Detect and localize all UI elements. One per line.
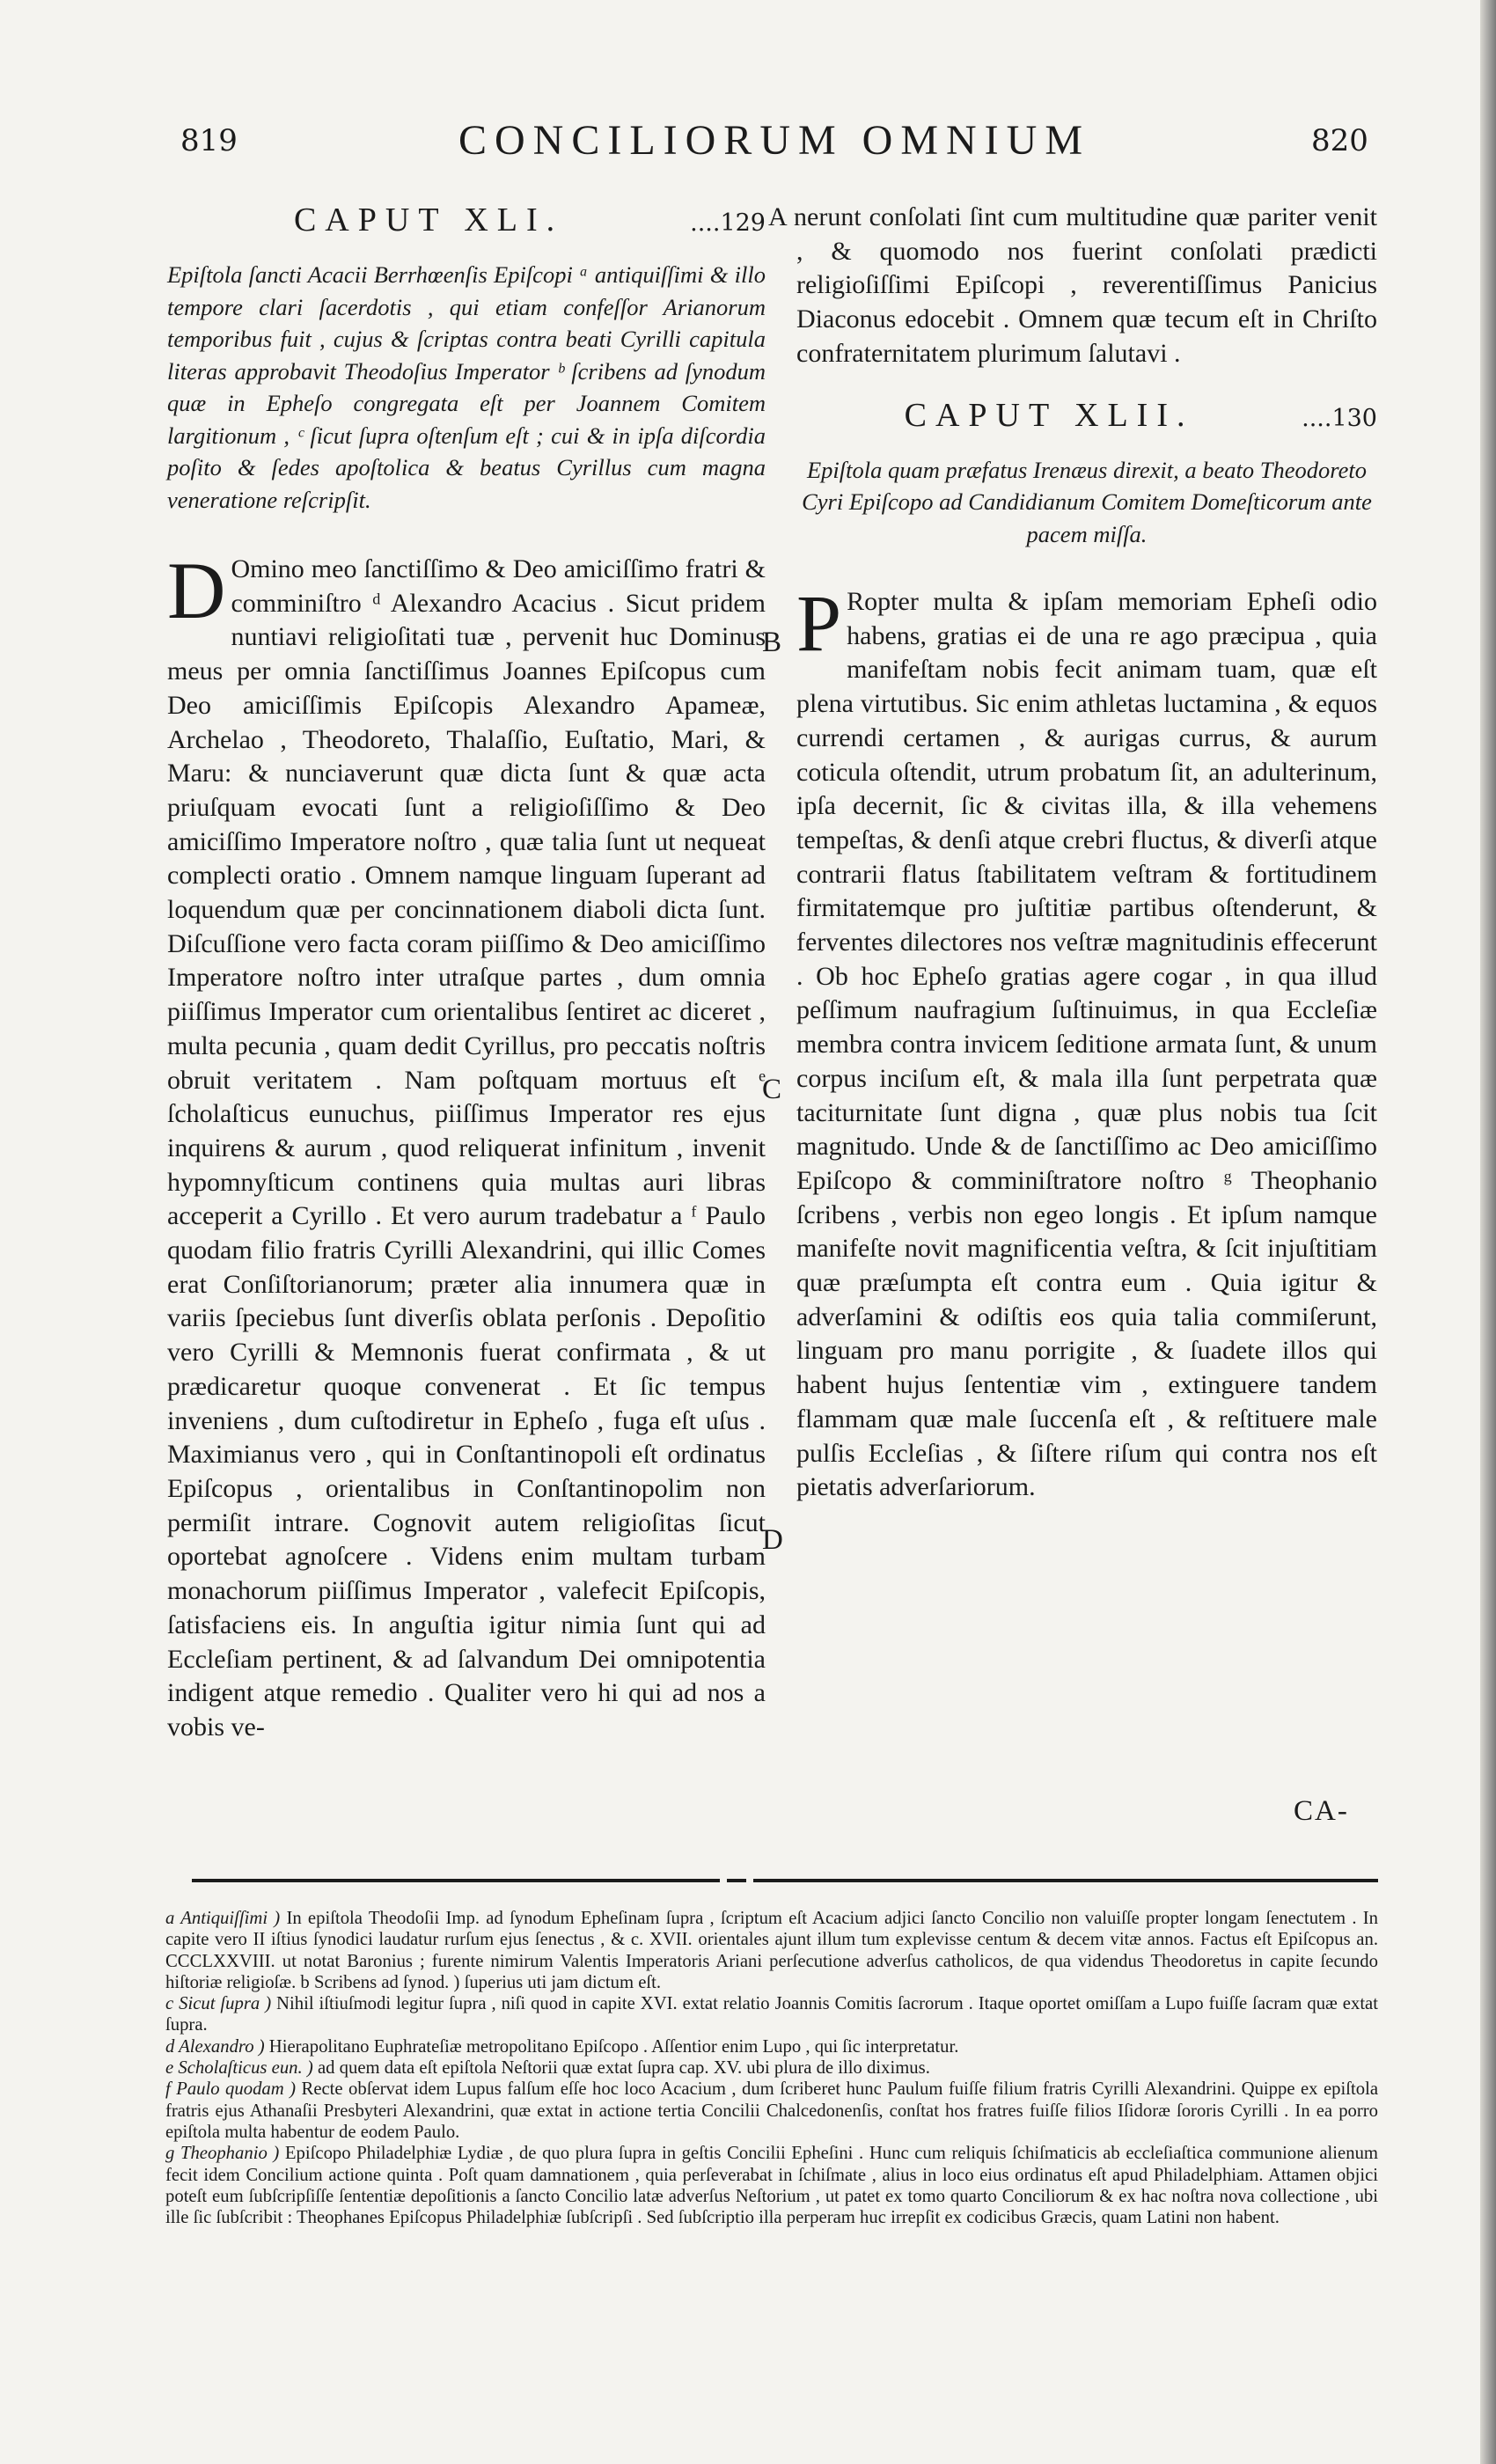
footnote-text: Recte obſervat idem Lupus falſum eſſe hoc loco Acacium , dum ſcriberet hunc Paulum fuiſſe filium fratris Cyrilli Alexandrini. Quippe ex epiſtola fratris ejus Athanaſii Presbyteri Alexandrini, quæ extat in actione tertia Concilii Chalcedonenſis, conſtat hos fratres fuiſſe filios Iſidoræ ſororis Cyrilli . In ea porro epiſtola multa habentur de eodem Paulo.	[165, 2079, 1378, 2142]
footnotes	[165, 1908, 1378, 2228]
drop-cap: D	[167, 546, 226, 635]
footnote-rule	[192, 1879, 720, 1882]
footnote-label: a Antiquiſſimi )	[165, 1909, 281, 1928]
footnote-e	[165, 2057, 1378, 2079]
footnote-a	[165, 1908, 1378, 1993]
footnote-label: d Alexandro )	[165, 2036, 265, 2057]
continuation-body: nerunt conſolati ſint cum multitudine quæ pariter venit , & quomodo nos fuerint conſolati prædicti religioſiſſimi Epiſcopi , reverentiſſimus Panicius Diaconus edocebit . Omnem quæ tecum eſt in Chriſto confraternitatem plurimum ſalutavi .	[794, 202, 1377, 368]
footnote-c	[165, 1993, 1378, 2036]
page-number-right: 820	[1311, 123, 1368, 158]
footnote-label: e Scholaſticus eun. )	[165, 2058, 313, 2079]
margin-marker-c: C	[762, 1074, 782, 1105]
chapter-title: CAPUT XLII.	[904, 396, 1194, 434]
chapter-argument: Epiſtola ſancti Acacii Berrhœenſis Epiſcopi ᵃ antiquiſſimi & illo tempore clari ſacerdotis , qui etiam confeſſor Arianorum temporibus fuit , cujus & ſcriptas contra beati Cyrilli capitula literas approbavit Theodoſius Imperator ᵇ ſcribens ad ſynodum quæ in Epheſo congregata eſt per Joannem Comitem largitionum , ᶜ ſicut ſupra oſtenſum eſt ; cui & in ipſa diſcordia poſito & ſedes apoſtolica & beatus Cyrillus cum magna veneratione reſcripſit.	[167, 261, 766, 513]
footnote-text: Epiſcopo Philadelphiæ Lydiæ , de quo plura ſupra in geſtis Concilii Epheſini . Hunc cum reliquis ſchiſmaticis ab eccleſiaſtica communione alienum fecit idem Concilium actione quinta . Poſt quam damnationem , quia perſeverabat in ſchiſmate , alius in loco eius ordinatus eſt apud Philadelphiam. Attamen objici poteſt eum ſubſcripſiſſe ſententiæ depoſitionis a ſancto Concilio latæ adverſus Neſtorium , ut patet ex tomo quarto Conciliorum & ex hac noſtra nova collectione , ubi ille ſic ſubſcribit : Theophanes Epiſcopus Philadelphiæ ſubſcripſi . Sed ſubſcriptio illa perperam huc irrepſit ex codicibus Græcis, quam Latini non habent.	[165, 2144, 1379, 2228]
running-title: CONCILIORUM OMNIUM	[458, 117, 1090, 164]
footnote-f	[165, 2079, 1378, 2143]
continuation-text	[768, 201, 1377, 371]
footnote-rule	[727, 1879, 746, 1882]
page-spine-shadow	[1480, 0, 1496, 2464]
footnote-d	[165, 2036, 1378, 2057]
letter-body: Omino meo ſanctiſſimo & Deo amiciſſimo fratri & comminiſtro ᵈ Alexandro Acacius . Sicut pridem nuntiavi religioſitati tuæ , pervenit huc Dominus meus per omnia ſanctiſſimus Joannes Epiſcopus cum Deo amiciſſimis Epiſcopis Alexandro Apameæ, Archelao , Theodoreto, Thalaſſio, Euſtatio, Mari, & Maru: & nunciaverunt quæ dicta ſunt & quæ acta priuſquam evocati ſunt a religioſiſſimo & Deo amiciſſimo Imperatore noſtro , quæ talia ſunt ut nequeat complecti oratio . Omnem namque linguam ſuperant ad loquendum quæ per concinnationem diaboli dicta ſunt. Diſcuſſione vero facta coram piiſſimo & Deo amiciſſimo Imperatore noſtro inter utraſque partes , dum omnia piiſſimus Imperator cum orientalibus ſentiret ac diceret , multa pecunia , quam dedit Cyrillus, pro peccatis noſtris obruit veritatem . Nam poſtquam mortuus eſt ᵉ ſcholaſticus eunuchus, piiſſimus Imperator res ejus inquirens & aurum , quod reliquerat infinitum , invenit hypomnyſticum continens quia multas auri libras acceperit a Cyrillo . Et vero aurum tradebatur a ᶠ Paulo quodam filio fratris Cyrilli Alexandrini, qui illic Comes erat Conſiſtorianorum; præter alia innumera quæ in variis ſpeciebus ſunt diverſis oblata perſonis . Depoſitio vero Cyrilli & Memnonis fuerat confirmata , & ut prædicaretur quoque convenerat . Et ſic tempus inveniens , dum cuſtodiretur in Epheſo , fuga eſt uſus . Maximianus vero , qui in Conſtantinopoli eſt ordinatus Epiſcopus , orientalibus in Conſtantinopolim non permiſit intrare. Cognovit autem religioſitas ſicut oportebat agnoſcere . Videns enim multam turbam monachorum piiſſimus Imperator , valefecit Epiſcopis, ſatisfaciens eis. In anguſtia igitur nimia ſunt qui ad Eccleſiam pertinent, & ad ſalvandum Dei omnipotentia indigent atque remedio . Qualiter vero hi qui ad nos a vobis ve-	[167, 554, 766, 1742]
left-column	[167, 201, 766, 1745]
footnote-label: g Theophanio )	[165, 2144, 280, 2164]
catchword: CA-	[1294, 1795, 1349, 1827]
chapter-heading-42	[796, 396, 1377, 435]
letter-text	[167, 546, 766, 1745]
drop-cap: P	[796, 578, 842, 669]
footnote-text: In epiſtola Theodoſii Imp. ad ſynodum Epheſinam ſupra , ſcriptum eſt Acacium adjici ſancto Concilio non valuiſſe propter longam ſenectutem . In capite vero II iſtius ſynodici laudatur rurſum ejus ſenectus , & c. XVII. orientales ajunt illum tum explevisse centum & decem vitæ annos. Factus eſt Epiſcopus an. CCCLXXVIII. ut notat Baronius ; furente nimirum Valentis Imperatoris Ariani perſecutione adverſus catholicos, de qua videndus Theodoretus in capite ſecundo hiſtoriæ religioſæ. b Scribens ad ſynod. ) ſuperius uti jam dictum eſt.	[165, 1909, 1378, 1992]
chapter-number: ....130	[1302, 404, 1377, 432]
footnote-rule	[753, 1879, 1378, 1882]
chapter-argument: Epiſtola quam præfatus Irenæus direxit, a beato Theodoreto Cyri Epiſcopo ad Candidianum Comitem Domeſticorum ante pacem miſſa.	[802, 456, 1372, 547]
margin-marker-a: A	[768, 202, 787, 231]
letter-text	[796, 578, 1377, 1505]
footnote-g	[165, 2143, 1378, 2228]
page-number-left: 819	[180, 123, 238, 158]
footnote-text: Hierapolitano Euphrateſiæ metropolitano Epiſcopo . Aſſentior enim Lupo , qui ſic interpretatur.	[268, 2036, 959, 2057]
chapter-number: ....129	[690, 209, 766, 237]
margin-marker-b: B	[762, 627, 782, 658]
footnote-text: ad quem data eſt epiſtola Neſtorii quæ extat ſupra cap. XV. ubi plura de illo diximus.	[317, 2058, 930, 2079]
chapter-title: CAPUT XLI.	[293, 202, 564, 238]
letter-body: Ropter multa & ipſam memoriam Epheſi odio habens, gratias ei de una re ago præcipua , quia manifeſtam nobis fecit animam tuam, quæ eſt plena virtutibus. Sic enim athletas luctamina , & equos currendi certamen , & aurigas currus, & aurum coticula oſtendit, utrum probatum ſit, an adulterinum, ipſa decernit, ſic & civitas illa, & illa vehemens tempeſtas, & denſi atque crebri fluctus, & diverſi atque contrarii flatus ſtabilitatem veſtram & fortitudinem firmitatemque pro juſtitiæ partibus oſtenderunt, & ferventes dilectores nos veſtræ magnitudinis effecerunt . Ob hoc Epheſo gratias agere cogar , in qua illud peſſimum naufragium ſuſtinuimus, in qua Eccleſiæ membra contra invicem ſeditione armata ſunt, & unum corpus inciſum eſt, & mala illa ſunt perpetrata quæ taciturnitate ſunt digna , quæ plus nobis tua ſcit magnitudo. Unde & de ſanctiſſimo ac Deo amiciſſimo Epiſcopo & comminiſtratore noſtro ᵍ Theophanio ſcribens , verbis non egeo longis . Et ipſum namque manifeſte novit magnificentia veſtra, & ſcit injuſtitiam quæ præſumpta eſt contra eum . Quia igitur & adverſamini & odiſtis eos quia talia commiſerunt, linguam pro manu porrigite , & ſuadete illos qui habent hujus ſententiæ vim , extinguere tandem flammam quæ male ſuccenſa eſt , & reſtituere male pulſis Eccleſias , & ſiſtere riſum qui contra nos eſt pietatis adverſariorum.	[796, 587, 1377, 1502]
margin-marker-d: D	[762, 1524, 783, 1556]
footnote-label: c Sicut ſupra )	[165, 1994, 272, 2014]
right-column	[768, 201, 1377, 1505]
footnote-label: f Paulo quodam )	[165, 2079, 297, 2100]
chapter-heading-41	[167, 201, 766, 239]
footnote-text: Nihil iſtiuſmodi legitur ſupra , niſi quod in capite XVI. extat relatio Joannis Comitis ſacrorum . Itaque oportet omiſſam a Lupo fuiſſe ſacram quæ extat ſupra.	[165, 1994, 1378, 2035]
